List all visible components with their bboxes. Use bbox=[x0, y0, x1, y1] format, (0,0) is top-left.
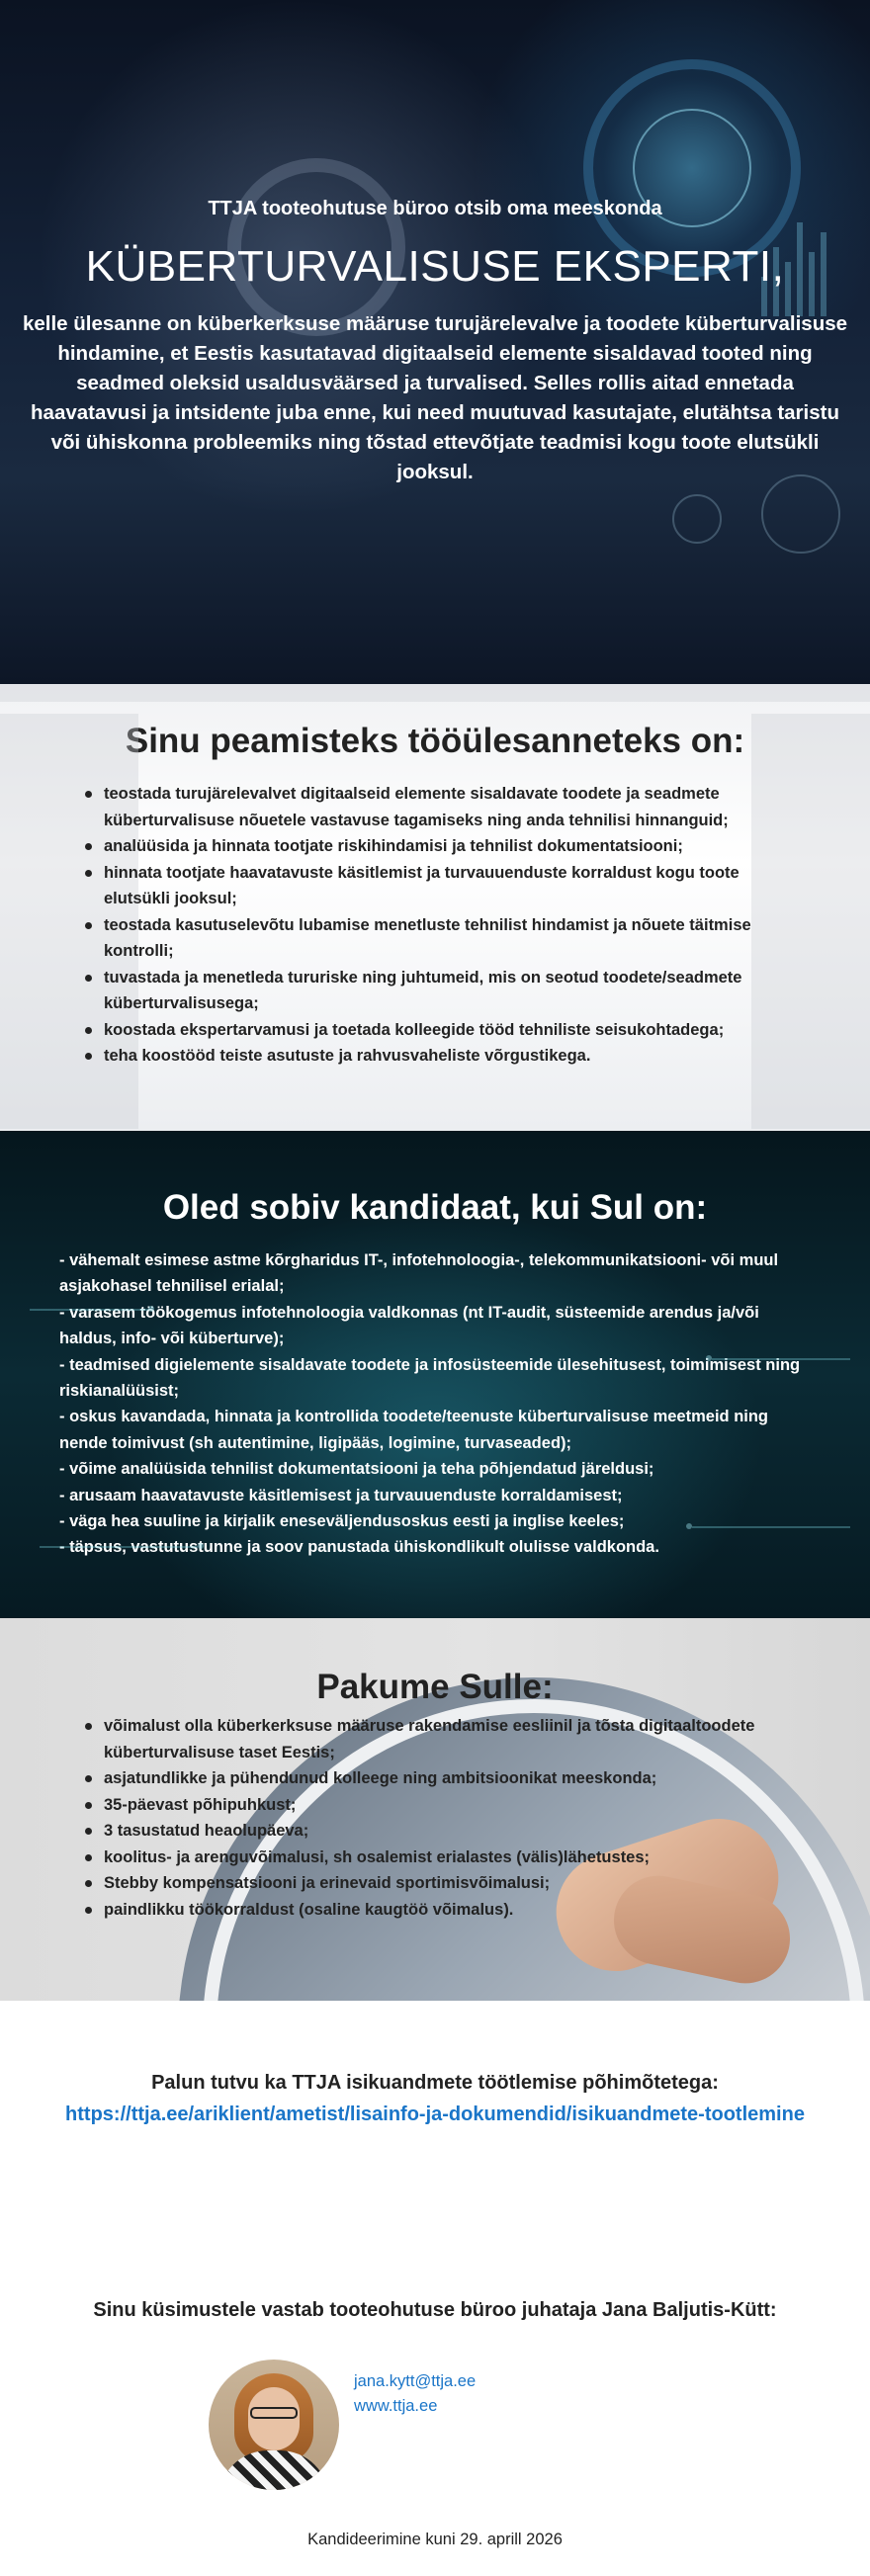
list-item: koolitus- ja arenguvõimalusi, sh osalemist erialastes (välis)lähetustes; bbox=[85, 1845, 797, 1871]
list-item: - vähemalt esimese astme kõrgharidus IT-, infotehnoloogia-, telekommunikatsiooni- või muul asjakohasel tehnilisel erialal; bbox=[59, 1251, 779, 1296]
hero-content bbox=[0, 198, 870, 487]
offer-list bbox=[85, 1713, 797, 1923]
circuit-dot-graphic bbox=[148, 1306, 154, 1312]
list-item: paindlikku töökorraldust (osaline kaugtöö võimalus). bbox=[85, 1897, 797, 1924]
offer-section bbox=[0, 1618, 870, 2001]
avatar-glasses bbox=[250, 2407, 298, 2419]
avatar bbox=[209, 2360, 339, 2490]
email-link[interactable]: jana.kytt@ttja.ee bbox=[354, 2372, 477, 2390]
list-item: - võime analüüsida tehnilist dokumentatsiooni ja teha põhjendatud järeldusi; bbox=[59, 1460, 654, 1479]
privacy-link[interactable]: https://ttja.ee/ariklient/ametist/lisainfo-ja-dokumendid/isikuandmete-tootlemine bbox=[65, 2104, 805, 2125]
avatar-face bbox=[248, 2387, 300, 2450]
list-item: hinnata tootjate haavatavuste käsitlemist ja turvauuenduste korraldust kogu toote elutsükli jooksul; bbox=[85, 860, 777, 912]
list-item: - täpsus, vastutustunne ja soov panustada ühiskondlikult olulisse valdkonda. bbox=[59, 1538, 659, 1557]
circuit-line-graphic bbox=[692, 1526, 850, 1528]
duties-section bbox=[0, 684, 870, 1131]
circuit-line-graphic bbox=[40, 1546, 198, 1548]
list-item: teostada turujärelevalvet digitaalseid elemente sisaldavate toodete ja seadmete küberturvalisuse nõuetele vastavuse tagamiseks ning anda tehnilisi hinnanguid; bbox=[85, 781, 777, 833]
list-item: tuvastada ja menetleda tururiske ning juhtumeid, mis on seotud toodete/seadmete küberturvalisusega; bbox=[85, 965, 777, 1017]
hero-kicker: TTJA tooteohutuse büroo otsib oma meeskonda bbox=[208, 198, 662, 219]
circuit-dot-graphic bbox=[686, 1523, 692, 1529]
circuit-dot-graphic bbox=[198, 1543, 204, 1549]
list-item: - varasem töökogemus infotehnoloogia valdkonnas (nt IT-audit, süsteemide arendus ja/või haldus, info- või küberturve); bbox=[59, 1303, 759, 1348]
candidate-title: Oled sobiv kandidaat, kui Sul on: bbox=[162, 1188, 708, 1227]
contact-section bbox=[0, 2174, 870, 2576]
circuit-line-graphic bbox=[30, 1309, 148, 1311]
list-item: - teadmised digielemente sisaldavate toodete ja infosüsteemide ülesehitusest, toimimisest ning riskianalüüsist; bbox=[59, 1355, 801, 1401]
privacy-section bbox=[0, 2001, 870, 2174]
contact-label: Sinu küsimustele vastab tooteohutuse büroo juhataja Jana Baljutis-Kütt: bbox=[93, 2299, 777, 2321]
hero-description: kelle ülesanne on küberkerksuse määruse turujärelevalve ja toodete küberturvalisuse hindamine, et Eestis kasutatavad digitaalseid elemente sisaldavad tooted ning seadmed oleksid usaldusväärsed ja turvalised. Selles rollis aitad ennetada haavatavusi ja intsidente juba enne, kui need muutuvad kasutajate, elutähtsa taristu või ühiskonna probleemiks ning tõstad ettevõtjate teadmisi kogu toote elutsükli jooksul. bbox=[22, 312, 848, 483]
candidate-section bbox=[0, 1131, 870, 1618]
hud-ring-graphic bbox=[672, 494, 722, 544]
duties-title: Sinu peamisteks tööülesanneteks on: bbox=[125, 722, 745, 760]
list-item: 35-päevast põhipuhkust; bbox=[85, 1792, 797, 1819]
hero-title: KÜBERTURVALISUSE EKSPERTI, bbox=[85, 242, 785, 291]
list-item: - väga hea suuline ja kirjalik eneseväljendusoskus eesti ja inglise keeles; bbox=[59, 1512, 625, 1531]
list-item: teostada kasutuselevõtu lubamise menetluste tehnilist hindamist ja nõuete täitmise kontrolli; bbox=[85, 912, 777, 965]
hero-section bbox=[0, 0, 870, 684]
duties-list bbox=[85, 781, 777, 1070]
list-item: asjatundlikke ja pühendunud kolleege ning ambitsioonikat meeskonda; bbox=[85, 1765, 797, 1792]
list-item: teha koostööd teiste asutuste ja rahvusvaheliste võrgustikega. bbox=[85, 1043, 777, 1070]
circuit-line-graphic bbox=[712, 1358, 850, 1360]
contact-links bbox=[354, 2369, 476, 2419]
list-item: võimalust olla küberkerksuse määruse rakendamise eesliinil ja tõsta digitaaltoodete küberturvalisuse taset Eestis; bbox=[85, 1713, 797, 1765]
website-link[interactable]: www.ttja.ee bbox=[354, 2397, 438, 2415]
list-item: 3 tasustatud heaolupäeva; bbox=[85, 1818, 797, 1845]
offer-title: Pakume Sulle: bbox=[316, 1668, 554, 1706]
list-item: - arusaam haavatavuste käsitlemisest ja turvauuenduste korraldamisest; bbox=[59, 1486, 623, 1504]
deadline-text: Kandideerimine kuni 29. aprill 2026 bbox=[307, 2531, 563, 2548]
privacy-label: Palun tutvu ka TTJA isikuandmete töötlemise põhimõtetega: bbox=[151, 2072, 719, 2094]
list-item: Stebby kompensatsiooni ja erinevaid sportimisvõimalusi; bbox=[85, 1870, 797, 1897]
background-beam bbox=[0, 684, 870, 702]
list-item: analüüsida ja hinnata tootjate riskihindamisi ja tehnilist dokumentatsiooni; bbox=[85, 833, 777, 860]
list-item: - oskus kavandada, hinnata ja kontrollida toodete/teenuste küberturvalisuse meetmeid ning nende toimivust (sh autentimine, ligipääs, logimine, turvaseaded); bbox=[59, 1408, 769, 1452]
circuit-dot-graphic bbox=[706, 1355, 712, 1361]
requirements-list bbox=[59, 1247, 811, 1561]
avatar-body bbox=[218, 2450, 329, 2490]
list-item: koostada ekspertarvamusi ja toetada kolleegide tööd tehniliste seisukohtadega; bbox=[85, 1017, 777, 1044]
